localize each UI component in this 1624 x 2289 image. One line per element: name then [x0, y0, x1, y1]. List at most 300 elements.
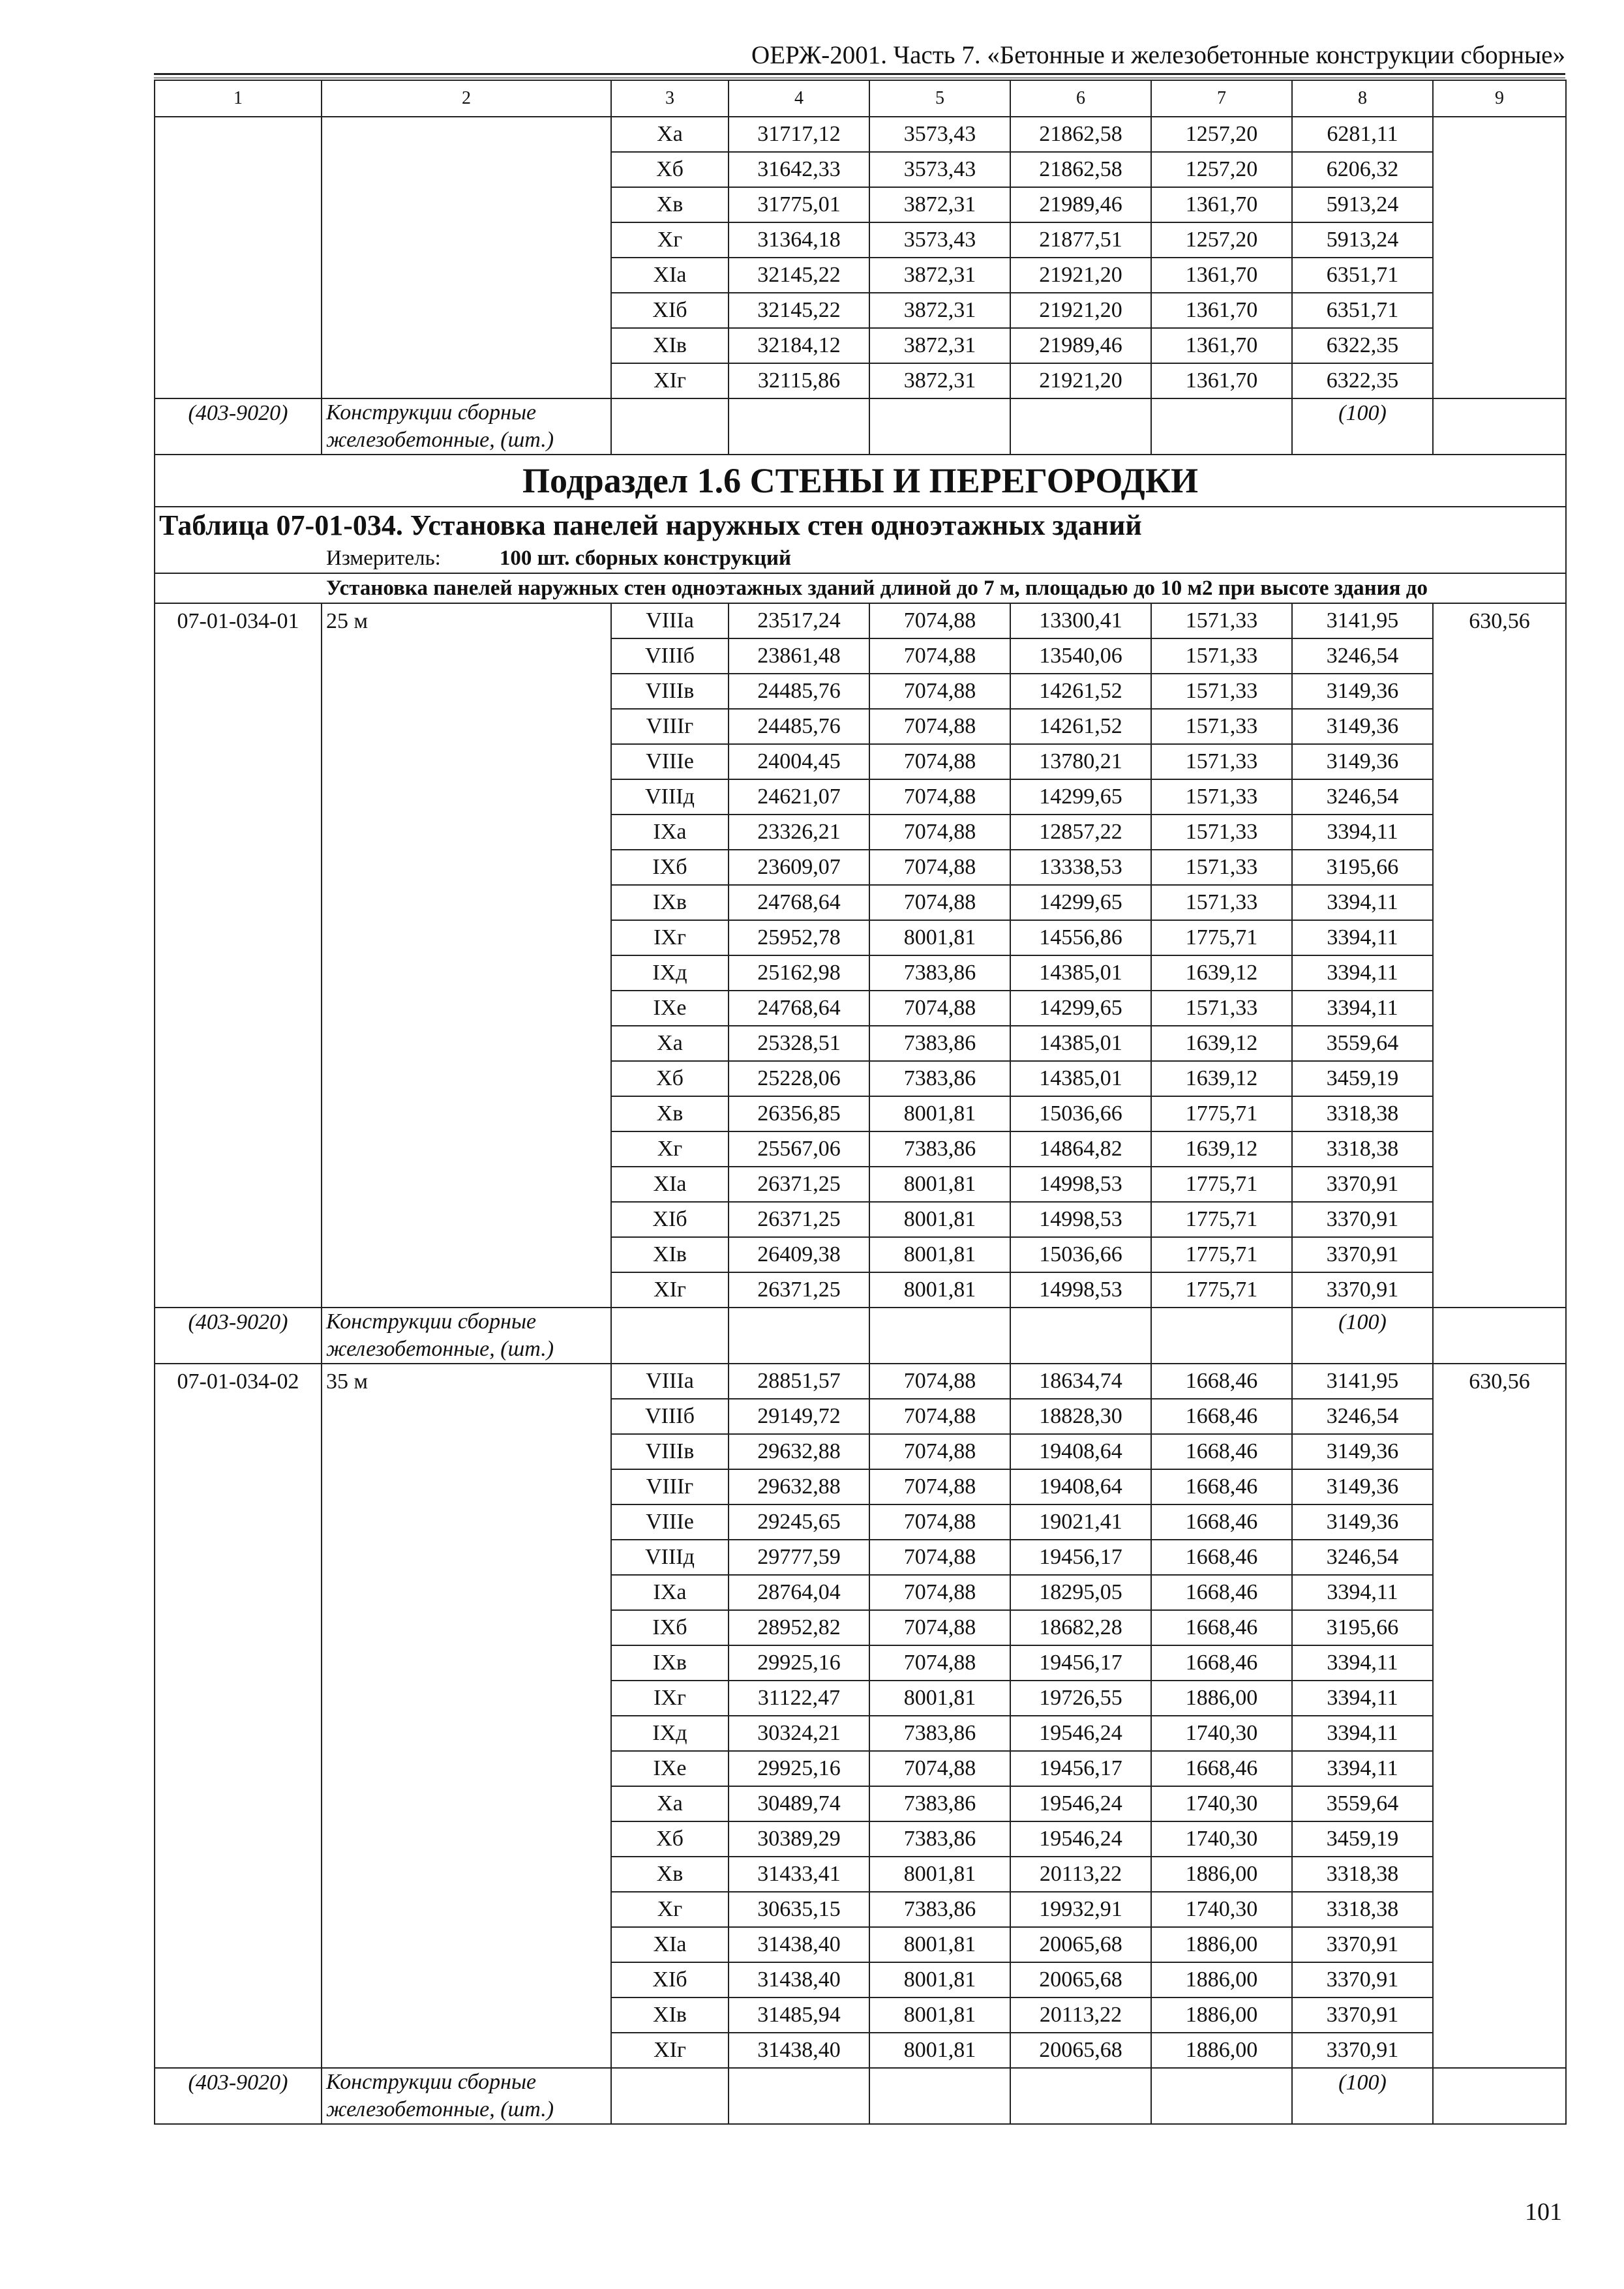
- table-cell: XIг: [612, 2032, 728, 2067]
- table-cell: 31642,33: [729, 151, 869, 187]
- value-column-5: [869, 117, 1010, 398]
- table-cell: VIIIд: [612, 779, 728, 814]
- empty-cell: [869, 1308, 1010, 1364]
- table-cell: 1257,20: [1152, 151, 1291, 187]
- table-cell: 3394,11: [1293, 1574, 1432, 1609]
- table-cell: 25328,51: [729, 1025, 869, 1060]
- column-number: 1: [155, 80, 322, 117]
- table-cell: 1361,70: [1152, 327, 1291, 363]
- table-cell: 3318,38: [1293, 1096, 1432, 1131]
- empty-cell: [1151, 2068, 1292, 2124]
- table-cell: 26371,25: [729, 1272, 869, 1307]
- labor-cost-cell: [1433, 1364, 1566, 2068]
- table-cell: 3394,11: [1293, 920, 1432, 955]
- item-code: 07-01-034-02: [177, 1369, 299, 1394]
- table-cell: 19021,41: [1011, 1504, 1150, 1539]
- empty-cell: [1433, 2068, 1566, 2124]
- table-cell: 1886,00: [1152, 1680, 1291, 1715]
- empty-cell: [1433, 1308, 1566, 1364]
- table-cell: XIв: [612, 1236, 728, 1272]
- table-cell: Xa: [657, 122, 683, 146]
- table-cell: 13300,41: [1039, 608, 1122, 633]
- table-cell: Xб: [612, 1060, 728, 1096]
- table-cell: 7074,88: [903, 1369, 976, 1393]
- table-cell: 19546,24: [1011, 1715, 1150, 1750]
- table-cell: VIIIe: [612, 743, 728, 779]
- table-cell: IXв: [612, 884, 728, 920]
- table-cell: Xв: [612, 1856, 728, 1891]
- table-cell: 32145,22: [729, 257, 869, 292]
- table-cell: 24621,07: [729, 779, 869, 814]
- table-cell: 1775,71: [1152, 1096, 1291, 1131]
- meter-value: 100 шт. сборных конструкций: [499, 546, 792, 570]
- column-number: 8: [1292, 80, 1433, 117]
- table-cell: 1571,33: [1152, 849, 1291, 884]
- table-cell: 14864,82: [1011, 1131, 1150, 1166]
- table-cell: 31433,41: [729, 1856, 869, 1891]
- table-cell: 3394,11: [1293, 990, 1432, 1025]
- value-column-3: [611, 117, 729, 398]
- table-cell: 1775,71: [1152, 1201, 1291, 1236]
- table-cell: 3394,11: [1293, 814, 1432, 849]
- table-cell: 7383,86: [870, 955, 1010, 990]
- table-cell: 8001,81: [870, 1096, 1010, 1131]
- table-cell: VIIIe: [612, 1504, 728, 1539]
- table-cell: IXa: [612, 814, 728, 849]
- item-name: 25 м: [326, 609, 368, 633]
- value-column-7: [1151, 1364, 1292, 2068]
- column-header-row: [155, 80, 1566, 117]
- table-cell: 29777,59: [729, 1539, 869, 1574]
- table-cell: 3195,66: [1293, 1609, 1432, 1645]
- table-cell: 3318,38: [1293, 1891, 1432, 1926]
- table-cell: 1361,70: [1152, 187, 1291, 222]
- table-cell: 26356,85: [729, 1096, 869, 1131]
- table-cell: 7383,86: [870, 1891, 1010, 1926]
- table-cell: 1668,46: [1152, 1645, 1291, 1680]
- table-cell: 19456,17: [1011, 1750, 1150, 1786]
- table-cell: 25228,06: [729, 1060, 869, 1096]
- table-cell: XIб: [612, 292, 728, 327]
- table-cell: 23326,21: [729, 814, 869, 849]
- empty-cell: [1151, 398, 1292, 455]
- resource-quantity: (100): [1292, 398, 1433, 455]
- table-cell: 31485,94: [729, 1997, 869, 2032]
- table-cell: 26371,25: [729, 1166, 869, 1201]
- resource-name-cell: [322, 1308, 611, 1364]
- table-cell: 31438,40: [729, 1926, 869, 1962]
- column-number: 5: [869, 80, 1010, 117]
- table-cell: 18634,74: [1039, 1369, 1122, 1393]
- item-code-cell: [155, 117, 322, 398]
- table-cell: VIIIв: [612, 673, 728, 708]
- table-cell: 20065,68: [1011, 2032, 1150, 2067]
- table-cell: 19456,17: [1011, 1645, 1150, 1680]
- table-cell: 6281,11: [1327, 122, 1398, 146]
- resource-name-cell: [322, 398, 611, 455]
- resource-row: [155, 2068, 1566, 2124]
- table-cell: 7074,88: [870, 743, 1010, 779]
- header-rule: [154, 73, 1565, 75]
- table-cell: 14998,53: [1011, 1201, 1150, 1236]
- table-cell: 1571,33: [1152, 814, 1291, 849]
- table-cell: Xг: [612, 1891, 728, 1926]
- meter-label: Измеритель:: [326, 546, 441, 570]
- table-cell: 6322,35: [1293, 363, 1432, 398]
- table-cell: 8001,81: [870, 1926, 1010, 1962]
- table-cell: 3370,91: [1293, 1926, 1432, 1962]
- table-cell: 8001,81: [870, 2032, 1010, 2067]
- table-cell: 21862,58: [1039, 122, 1122, 146]
- table-title: Таблица 07-01-034. Установка панелей наружных стен одноэтажных зданий: [159, 509, 1142, 541]
- empty-cell: [729, 1308, 869, 1364]
- table-cell: 23861,48: [729, 638, 869, 673]
- table-cell: 14299,65: [1011, 990, 1150, 1025]
- table-cell: 3370,91: [1293, 1272, 1432, 1307]
- table-cell: 1668,46: [1152, 1398, 1291, 1433]
- table-cell: 31122,47: [729, 1680, 869, 1715]
- table-cell: 1257,20: [1185, 122, 1258, 146]
- empty-cell: [869, 398, 1010, 455]
- table-cell: 7383,86: [870, 1821, 1010, 1856]
- table-cell: 1361,70: [1152, 257, 1291, 292]
- table-cell: 21877,51: [1011, 222, 1150, 257]
- table-cell: 26371,25: [729, 1201, 869, 1236]
- empty-cell: [1010, 1308, 1151, 1364]
- table-cell: 3394,11: [1293, 1645, 1432, 1680]
- table-cell: 19546,24: [1011, 1821, 1150, 1856]
- table-title-cell: [155, 507, 1566, 573]
- table-cell: 3370,91: [1293, 1236, 1432, 1272]
- table-cell: 6206,32: [1293, 151, 1432, 187]
- table-cell: 14299,65: [1011, 779, 1150, 814]
- table-cell: XIa: [612, 1166, 728, 1201]
- table-cell: 7074,88: [870, 814, 1010, 849]
- table-cell: 21862,58: [1011, 151, 1150, 187]
- table-cell: 3872,31: [870, 327, 1010, 363]
- table-cell: 31438,40: [729, 2032, 869, 2067]
- table-cell: 3370,91: [1293, 2032, 1432, 2067]
- table-cell: 1668,46: [1152, 1609, 1291, 1645]
- table-cell: 3195,66: [1293, 849, 1432, 884]
- table-cell: 14261,52: [1011, 708, 1150, 743]
- table-cell: 20113,22: [1011, 1856, 1150, 1891]
- table-cell: 3141,95: [1326, 1369, 1399, 1393]
- table-cell: 8001,81: [870, 1201, 1010, 1236]
- resource-name-line1: Конструкции сборные: [326, 2070, 537, 2094]
- subsection-row: [155, 455, 1566, 507]
- table-cell: 3573,43: [870, 222, 1010, 257]
- table-cell: 29632,88: [729, 1433, 869, 1469]
- table-cell: 3370,91: [1293, 1201, 1432, 1236]
- table-cell: 25162,98: [729, 955, 869, 990]
- column-number: 4: [729, 80, 869, 117]
- value-column-8: [1292, 1364, 1433, 2068]
- table-cell: 13338,53: [1011, 849, 1150, 884]
- table-cell: 6351,71: [1293, 257, 1432, 292]
- table-cell: 30635,15: [729, 1891, 869, 1926]
- table-cell: 3394,11: [1293, 1750, 1432, 1786]
- table-cell: 28764,04: [729, 1574, 869, 1609]
- table-cell: 3246,54: [1293, 638, 1432, 673]
- table-cell: VIIIб: [612, 1398, 728, 1433]
- table-cell: Xв: [612, 1096, 728, 1131]
- table-cell: 21989,46: [1011, 327, 1150, 363]
- table-cell: VIIIб: [612, 638, 728, 673]
- empty-cell: [1010, 2068, 1151, 2124]
- description-row: [155, 573, 1566, 603]
- table-cell: 13780,21: [1011, 743, 1150, 779]
- table-cell: 1886,00: [1152, 1962, 1291, 1997]
- table-cell: 1886,00: [1152, 1926, 1291, 1962]
- empty-cell: [729, 2068, 869, 2124]
- resource-code: (403-9020): [155, 398, 322, 455]
- table-cell: 14998,53: [1011, 1166, 1150, 1201]
- table-cell: 30389,29: [729, 1821, 869, 1856]
- table-cell: 3149,36: [1293, 1469, 1432, 1504]
- table-cell: 1571,33: [1152, 638, 1291, 673]
- item-name-cell: [322, 1364, 611, 2068]
- column-number: 6: [1010, 80, 1151, 117]
- value-column-6: [1010, 117, 1151, 398]
- table-cell: 7074,88: [870, 1539, 1010, 1574]
- table-cell: 7074,88: [870, 1750, 1010, 1786]
- table-cell: 24004,45: [729, 743, 869, 779]
- table-cell: 1740,30: [1152, 1891, 1291, 1926]
- table-cell: 1775,71: [1152, 1166, 1291, 1201]
- table-cell: 8001,81: [870, 1680, 1010, 1715]
- table-cell: 8001,81: [870, 1272, 1010, 1307]
- work-description: Установка панелей наружных стен одноэтажных зданий длиной до 7 м, площадью до 10 м2 при высоте здания до: [155, 573, 1566, 603]
- table-cell: 1668,46: [1152, 1469, 1291, 1504]
- table-cell: IXб: [612, 849, 728, 884]
- resource-quantity: (100): [1292, 2068, 1433, 2124]
- table-cell: 19408,64: [1011, 1469, 1150, 1504]
- table-cell: 1668,46: [1152, 1433, 1291, 1469]
- table-cell: 7074,88: [870, 779, 1010, 814]
- table-cell: 3573,43: [870, 151, 1010, 187]
- empty-cell: [869, 2068, 1010, 2124]
- resource-name-line2: железобетонные, (шт.): [326, 2097, 554, 2121]
- table-cell: 1571,33: [1152, 673, 1291, 708]
- table-cell: 3149,36: [1293, 673, 1432, 708]
- item-name-cell: [322, 117, 611, 398]
- table-cell: 29149,72: [729, 1398, 869, 1433]
- table-cell: IXв: [612, 1645, 728, 1680]
- table-cell: 30489,74: [729, 1786, 869, 1821]
- item-code-cell: [155, 1364, 322, 2068]
- table-cell: 1668,46: [1152, 1574, 1291, 1609]
- table-cell: 1361,70: [1152, 363, 1291, 398]
- table-cell: IXд: [612, 1715, 728, 1750]
- table-cell: 31775,01: [729, 187, 869, 222]
- table-row-block: [155, 117, 1566, 398]
- table-cell: 19456,17: [1011, 1539, 1150, 1574]
- table-cell: 1886,00: [1152, 1856, 1291, 1891]
- table-cell: 1257,20: [1152, 222, 1291, 257]
- table-cell: XIг: [612, 1272, 728, 1307]
- table-cell: 3149,36: [1293, 1433, 1432, 1469]
- resource-name-line2: железобетонные, (шт.): [326, 1337, 554, 1361]
- table-cell: XIa: [612, 1926, 728, 1962]
- table-cell: Xг: [612, 222, 728, 257]
- table-cell: XIa: [612, 257, 728, 292]
- table-cell: 1639,12: [1152, 1131, 1291, 1166]
- table-cell: 3318,38: [1293, 1856, 1432, 1891]
- table-cell: 23517,24: [757, 608, 841, 633]
- table-cell: 6322,35: [1293, 327, 1432, 363]
- resource-code: (403-9020): [155, 1308, 322, 1364]
- table-cell: 7383,86: [870, 1131, 1010, 1166]
- table-cell: 1668,46: [1185, 1369, 1258, 1393]
- table-cell: VIIIa: [646, 1369, 694, 1393]
- table-cell: 29925,16: [729, 1750, 869, 1786]
- table-cell: IXa: [612, 1574, 728, 1609]
- table-cell: 1571,33: [1152, 884, 1291, 920]
- table-cell: 7074,88: [870, 1433, 1010, 1469]
- labor-cost: 630,56: [1469, 609, 1530, 633]
- table-cell: 8001,81: [870, 1997, 1010, 2032]
- table-cell: 3394,11: [1293, 884, 1432, 920]
- table-cell: 24768,64: [729, 990, 869, 1025]
- table-cell: XIг: [612, 363, 728, 398]
- table-cell: 1571,33: [1185, 608, 1258, 633]
- table-cell: 3872,31: [870, 257, 1010, 292]
- table-cell: 1668,46: [1152, 1504, 1291, 1539]
- table-cell: 3318,38: [1293, 1131, 1432, 1166]
- table-cell: XIв: [612, 1997, 728, 2032]
- empty-cell: [1433, 398, 1566, 455]
- table-cell: 3149,36: [1293, 1504, 1432, 1539]
- table-cell: 5913,24: [1293, 222, 1432, 257]
- table-cell: 25952,78: [729, 920, 869, 955]
- table-cell: 3559,64: [1293, 1786, 1432, 1821]
- table-cell: 24485,76: [729, 673, 869, 708]
- table-cell: 8001,81: [870, 920, 1010, 955]
- table-cell: 15036,66: [1011, 1096, 1150, 1131]
- table-cell: 7074,88: [903, 608, 976, 633]
- table-cell: 7074,88: [870, 1574, 1010, 1609]
- table-cell: 3872,31: [870, 187, 1010, 222]
- table-cell: 20113,22: [1011, 1997, 1150, 2032]
- table-cell: IXe: [612, 990, 728, 1025]
- value-column-7: [1151, 603, 1292, 1308]
- table-row-block: [155, 603, 1566, 1308]
- table-cell: 3246,54: [1293, 779, 1432, 814]
- table-cell: 31438,40: [729, 1962, 869, 1997]
- table-cell: 14261,52: [1011, 673, 1150, 708]
- table-cell: 24768,64: [729, 884, 869, 920]
- table-cell: 1571,33: [1152, 779, 1291, 814]
- table-cell: 7074,88: [870, 673, 1010, 708]
- table-cell: 7383,86: [870, 1715, 1010, 1750]
- empty-cell: [729, 398, 869, 455]
- table-cell: 20065,68: [1011, 1962, 1150, 1997]
- resource-code: (403-9020): [155, 2068, 322, 2124]
- table-cell: 29245,65: [729, 1504, 869, 1539]
- table-cell: VIIIa: [646, 608, 694, 633]
- table-cell: VIIIв: [612, 1433, 728, 1469]
- table-cell: Xб: [612, 151, 728, 187]
- table-cell: 1775,71: [1152, 920, 1291, 955]
- table-cell: 32115,86: [729, 363, 869, 398]
- table-cell: XIб: [612, 1201, 728, 1236]
- table-cell: 14556,86: [1011, 920, 1150, 955]
- resource-quantity: (100): [1292, 1308, 1433, 1364]
- table-cell: 7074,88: [870, 638, 1010, 673]
- page-header: ОЕРЖ-2001. Часть 7. «Бетонные и железобетонные конструкции сборные»: [751, 41, 1565, 69]
- table-cell: 3394,11: [1293, 955, 1432, 990]
- empty-cell: [1010, 398, 1151, 455]
- resource-row: [155, 398, 1566, 455]
- value-column-5: [869, 1364, 1010, 2068]
- table-cell: 1740,30: [1152, 1821, 1291, 1856]
- table-cell: IXд: [612, 955, 728, 990]
- table-cell: IXб: [612, 1609, 728, 1645]
- value-column-7: [1151, 117, 1292, 398]
- table-cell: VIIIг: [612, 1469, 728, 1504]
- table-cell: 23609,07: [729, 849, 869, 884]
- table-cell: 1668,46: [1152, 1750, 1291, 1786]
- resource-row: [155, 1308, 1566, 1364]
- table-cell: 1775,71: [1152, 1272, 1291, 1307]
- table-cell: 20065,68: [1011, 1926, 1150, 1962]
- table-cell: 28952,82: [729, 1609, 869, 1645]
- value-column-8: [1292, 117, 1433, 398]
- table-cell: 1571,33: [1152, 743, 1291, 779]
- table-cell: 14299,65: [1011, 884, 1150, 920]
- column-number: 7: [1151, 80, 1292, 117]
- table-cell: IXг: [612, 920, 728, 955]
- labor-cost: 630,56: [1469, 1369, 1530, 1394]
- table-cell: 26409,38: [729, 1236, 869, 1272]
- table-cell: 14385,01: [1011, 1025, 1150, 1060]
- table-cell: IXг: [612, 1680, 728, 1715]
- table-cell: 3370,91: [1293, 1962, 1432, 1997]
- table-title-row: [155, 507, 1566, 573]
- table-cell: 1886,00: [1152, 2032, 1291, 2067]
- table-cell: 7074,88: [870, 1469, 1010, 1504]
- empty-cell: [1151, 1308, 1292, 1364]
- table-cell: 7074,88: [870, 1398, 1010, 1433]
- labor-cost-cell: [1433, 603, 1566, 1308]
- table-cell: 21921,20: [1011, 292, 1150, 327]
- table-cell: 3459,19: [1293, 1060, 1432, 1096]
- table-cell: 3370,91: [1293, 1997, 1432, 2032]
- table-cell: 21921,20: [1011, 363, 1150, 398]
- table-cell: 32145,22: [729, 292, 869, 327]
- table-cell: 8001,81: [870, 1856, 1010, 1891]
- meter-line: [159, 544, 1561, 573]
- table-cell: 7383,86: [870, 1786, 1010, 1821]
- table-cell: 3394,11: [1293, 1680, 1432, 1715]
- estimate-table: [154, 80, 1567, 2125]
- table-cell: 19408,64: [1011, 1433, 1150, 1469]
- resource-name-cell: [322, 2068, 611, 2124]
- resource-name-line2: железобетонные, (шт.): [326, 428, 554, 452]
- column-number: 2: [322, 80, 611, 117]
- table-cell: 1740,30: [1152, 1715, 1291, 1750]
- table-cell: Xб: [612, 1821, 728, 1856]
- table-cell: 31364,18: [729, 222, 869, 257]
- table-cell: 13540,06: [1011, 638, 1150, 673]
- table-cell: 29632,88: [729, 1469, 869, 1504]
- value-column-4: [729, 1364, 869, 2068]
- table-cell: 12857,22: [1011, 814, 1150, 849]
- table-cell: 21921,20: [1011, 257, 1150, 292]
- table-cell: XIв: [612, 327, 728, 363]
- table-cell: Xa: [612, 1786, 728, 1821]
